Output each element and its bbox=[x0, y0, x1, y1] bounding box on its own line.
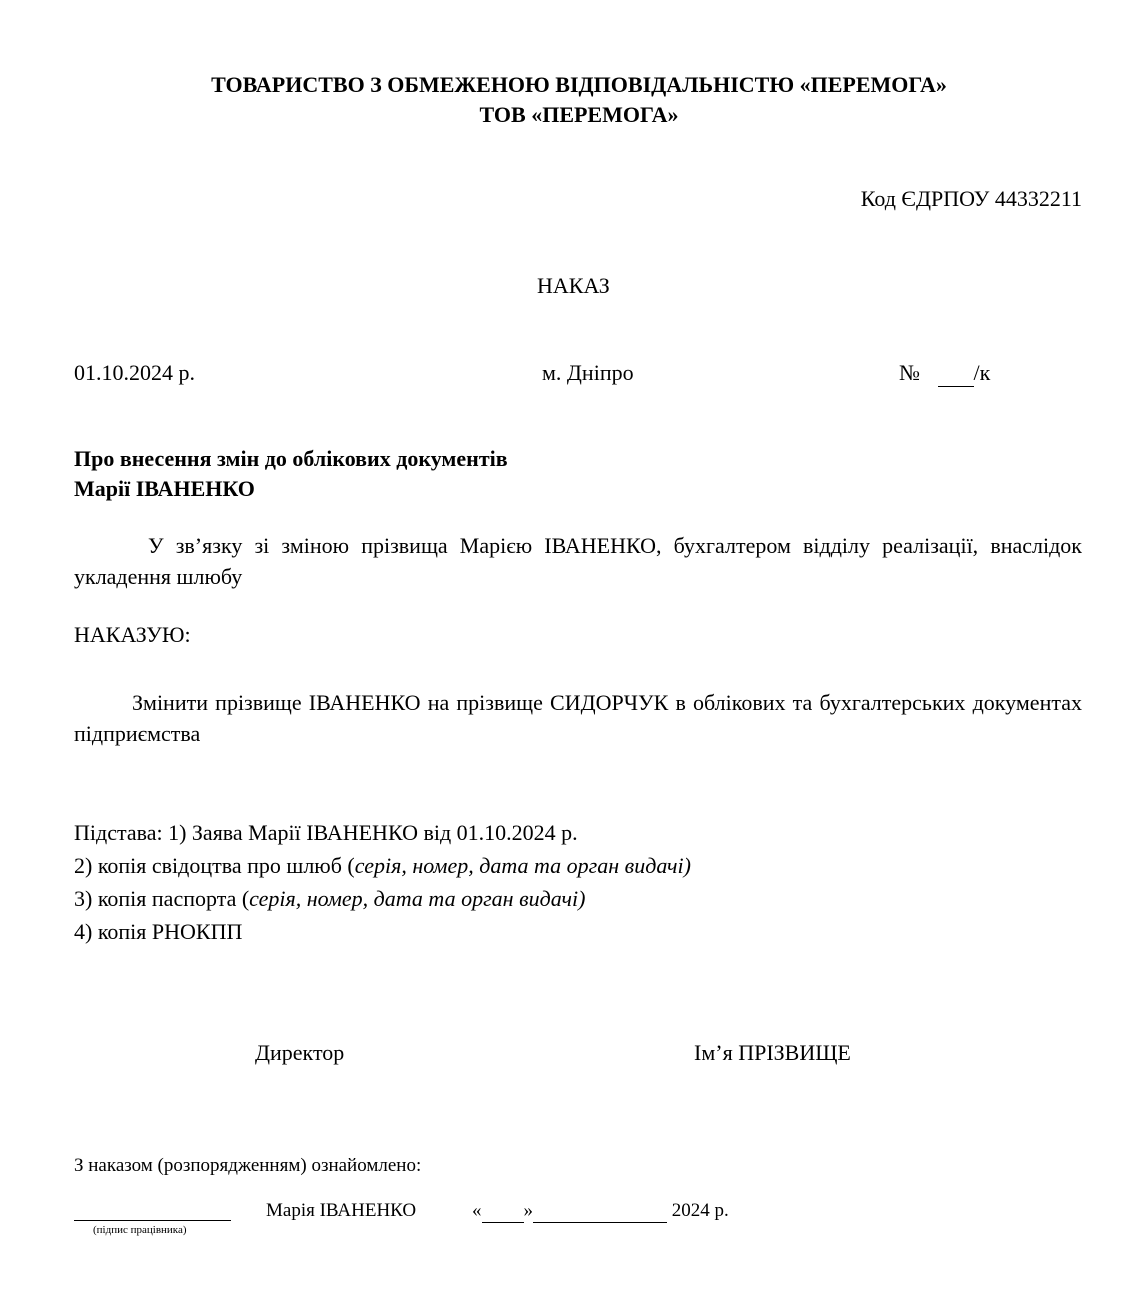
signatory-name: Ім’я ПРІЗВИЩЕ bbox=[694, 1040, 851, 1065]
signatory-position: Директор bbox=[255, 1040, 345, 1065]
number-blank bbox=[938, 360, 974, 387]
basis-item-2-details: серія, номер, дата та орган видачі) bbox=[354, 853, 691, 878]
number-suffix: /к bbox=[973, 360, 991, 385]
company-full-name: ТОВАРИСТВО З ОБМЕЖЕНОЮ ВІДПОВІДАЛЬНІСТЮ «ПЕРЕМОГА» bbox=[211, 72, 947, 97]
document-title: НАКАЗ bbox=[537, 273, 610, 298]
employee-signature-line bbox=[74, 1220, 231, 1221]
quote-open: « bbox=[472, 1200, 482, 1221]
basis-item-3 bbox=[74, 886, 585, 912]
acknowledgement-label: З наказом (розпорядженням) ознайомлено: bbox=[74, 1155, 422, 1176]
order-paragraph: Змінити прізвище ІВАНЕНКО на прізвище СИДОРЧУК в облікових та бухгалтерських документах підприємства bbox=[74, 690, 1082, 746]
order-city: м. Дніпро bbox=[542, 360, 634, 385]
company-short-name: ТОВ «ПЕРЕМОГА» bbox=[479, 102, 679, 127]
signature-caption: (підпис працівника) bbox=[93, 1224, 187, 1236]
day-blank bbox=[482, 1200, 524, 1223]
order-number bbox=[899, 360, 990, 387]
basis-item-2 bbox=[74, 853, 691, 879]
year-text: 2024 р. bbox=[671, 1200, 729, 1221]
edrpou-code: Код ЄДРПОУ 44332211 bbox=[860, 186, 1082, 211]
subject-line-2: Марії ІВАНЕНКО bbox=[74, 476, 255, 501]
number-sign: № bbox=[899, 360, 920, 385]
subject-line-1: Про внесення змін до облікових документів bbox=[74, 446, 508, 471]
order-date: 01.10.2024 р. bbox=[74, 360, 195, 385]
acknowledgement-date bbox=[472, 1200, 729, 1223]
order-word: НАКАЗУЮ: bbox=[74, 622, 191, 647]
basis-item-1: Підстава: 1) Заява Марії ІВАНЕНКО від 01.10.2024 р. bbox=[74, 820, 578, 845]
basis-item-3-details: серія, номер, дата та орган видачі) bbox=[249, 886, 586, 911]
basis-item-3-text: 3) копія паспорта ( bbox=[74, 886, 250, 911]
quote-close: » bbox=[523, 1200, 533, 1221]
basis-item-4: 4) копія РНОКПП bbox=[74, 919, 243, 944]
preamble-paragraph: У зв’язку зі зміною прізвища Марією ІВАНЕНКО, бухгалтером відділу реалізації, внаслідок укладення шлюбу bbox=[74, 533, 1082, 589]
month-blank bbox=[533, 1200, 667, 1223]
basis-item-2-text: 2) копія свідоцтва про шлюб ( bbox=[74, 853, 355, 878]
employee-name: Марія ІВАНЕНКО bbox=[266, 1200, 417, 1221]
